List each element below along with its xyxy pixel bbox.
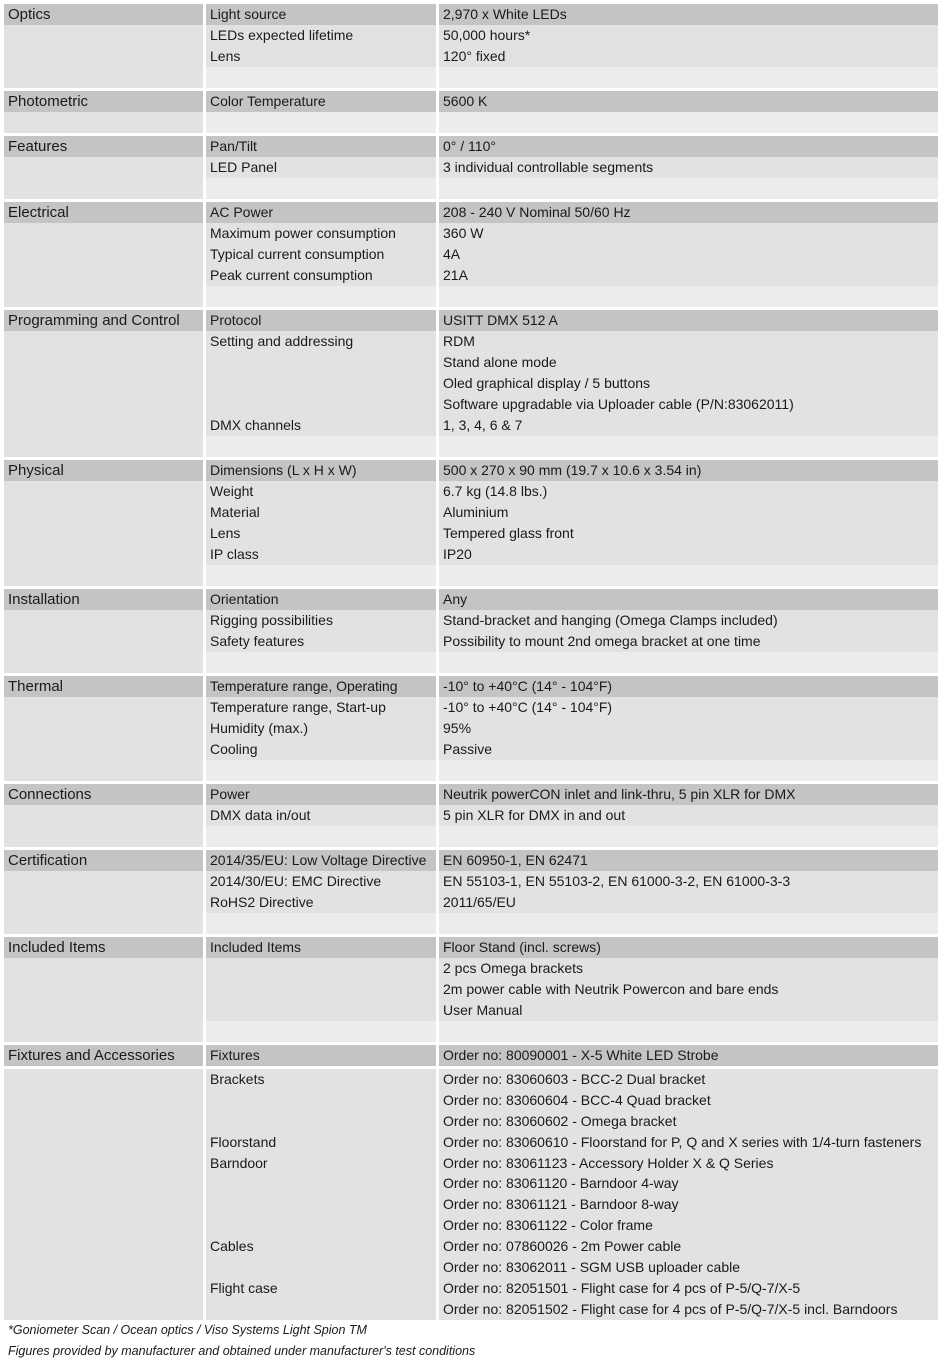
spec-value: Order no: 07860026 - 2m Power cable bbox=[439, 1236, 938, 1257]
spec-label: Fixtures bbox=[206, 1045, 436, 1066]
section-title: Thermal bbox=[4, 676, 203, 697]
spec-section bbox=[4, 136, 938, 199]
spec-label: Cooling bbox=[206, 739, 436, 760]
section-title-fill bbox=[4, 1069, 203, 1320]
spec-value: 208 - 240 V Nominal 50/60 Hz bbox=[439, 202, 938, 223]
spec-label: Brackets bbox=[206, 1069, 436, 1090]
row-gap bbox=[439, 826, 938, 847]
spec-label: Weight bbox=[206, 481, 436, 502]
spec-label-column bbox=[206, 202, 436, 307]
spec-value-column bbox=[439, 937, 938, 1042]
spec-section bbox=[4, 4, 938, 88]
spec-section bbox=[4, 937, 938, 1042]
spec-label: Protocol bbox=[206, 310, 436, 331]
spec-label: Flight case bbox=[206, 1278, 436, 1299]
spec-value: Order no: 83060604 - BCC-4 Quad bracket bbox=[439, 1090, 938, 1111]
section-title: Photometric bbox=[4, 91, 203, 112]
spec-label bbox=[206, 979, 436, 1000]
row-gap bbox=[206, 112, 436, 133]
section-name-column bbox=[4, 310, 203, 457]
spec-value: 360 W bbox=[439, 223, 938, 244]
section-title-fill bbox=[4, 610, 203, 673]
spec-label bbox=[206, 1215, 436, 1236]
section-title: Programming and Control bbox=[4, 310, 203, 331]
row-gap bbox=[206, 565, 436, 586]
spec-label bbox=[206, 1194, 436, 1215]
spec-value: 2m power cable with Neutrik Powercon and bare ends bbox=[439, 979, 938, 1000]
spec-value: 2,970 x White LEDs bbox=[439, 4, 938, 25]
spec-value: Software upgradable via Uploader cable (P/N:83062011) bbox=[439, 394, 938, 415]
spec-value-column bbox=[439, 310, 938, 457]
spec-label: Typical current consumption bbox=[206, 244, 436, 265]
section-name-column bbox=[4, 589, 203, 673]
row-gap bbox=[439, 112, 938, 133]
section-title: Certification bbox=[4, 850, 203, 871]
section-title-fill bbox=[4, 871, 203, 934]
section-title: Physical bbox=[4, 460, 203, 481]
spec-section bbox=[4, 784, 938, 847]
spec-value: Neutrik powerCON inlet and link-thru, 5 pin XLR for DMX bbox=[439, 784, 938, 805]
section-name-column bbox=[4, 202, 203, 307]
section-name-column bbox=[4, 91, 203, 133]
section-title: Included Items bbox=[4, 937, 203, 958]
spec-section bbox=[4, 91, 938, 133]
spec-value-column bbox=[439, 202, 938, 307]
row-gap bbox=[439, 652, 938, 673]
spec-label: Dimensions (L x H x W) bbox=[206, 460, 436, 481]
spec-label: Power bbox=[206, 784, 436, 805]
section-title: Optics bbox=[4, 4, 203, 25]
spec-value: Order no: 83060603 - BCC-2 Dual bracket bbox=[439, 1069, 938, 1090]
spec-label-column bbox=[206, 310, 436, 457]
section-title-fill bbox=[4, 958, 203, 1042]
spec-value: Order no: 83060602 - Omega bracket bbox=[439, 1111, 938, 1132]
spec-label bbox=[206, 394, 436, 415]
spec-value: Order no: 83061121 - Barndoor 8-way bbox=[439, 1194, 938, 1215]
spec-label: Lens bbox=[206, 523, 436, 544]
spec-value: 3 individual controllable segments bbox=[439, 157, 938, 178]
spec-value: Stand alone mode bbox=[439, 352, 938, 373]
section-title-fill bbox=[4, 481, 203, 586]
section-title-fill bbox=[4, 157, 203, 199]
spec-label-column bbox=[206, 589, 436, 673]
footnote: *Goniometer Scan / Ocean optics / Viso Systems Light Spion TM bbox=[8, 1323, 367, 1337]
spec-value: Order no: 80090001 - X-5 White LED Strobe bbox=[439, 1045, 938, 1066]
row-gap bbox=[439, 913, 938, 934]
spec-value-column bbox=[439, 1045, 938, 1320]
spec-label bbox=[206, 1257, 436, 1278]
spec-value: Floor Stand (incl. screws) bbox=[439, 937, 938, 958]
spec-label: Maximum power consumption bbox=[206, 223, 436, 244]
spec-label: Temperature range, Start-up bbox=[206, 697, 436, 718]
spec-value-column bbox=[439, 136, 938, 199]
spec-label: Safety features bbox=[206, 631, 436, 652]
spec-value: -10° to +40°C (14° - 104°F) bbox=[439, 676, 938, 697]
spec-label: Material bbox=[206, 502, 436, 523]
spec-label: Humidity (max.) bbox=[206, 718, 436, 739]
section-title-fill bbox=[4, 805, 203, 847]
row-gap bbox=[439, 436, 938, 457]
spec-value: 0° / 110° bbox=[439, 136, 938, 157]
accessories-section bbox=[4, 1045, 938, 1320]
spec-value-column bbox=[439, 460, 938, 586]
spec-label bbox=[206, 1299, 436, 1320]
spec-label: Setting and addressing bbox=[206, 331, 436, 352]
spec-section bbox=[4, 202, 938, 307]
spec-label: LED Panel bbox=[206, 157, 436, 178]
section-name-column bbox=[4, 784, 203, 847]
section-name-column bbox=[4, 676, 203, 781]
spec-value: Possibility to mount 2nd omega bracket at one time bbox=[439, 631, 938, 652]
spec-value-column bbox=[439, 589, 938, 673]
spec-value: Order no: 83061120 - Barndoor 4-way bbox=[439, 1173, 938, 1194]
spec-value-column bbox=[439, 4, 938, 88]
row-gap bbox=[206, 760, 436, 781]
spec-value: 21A bbox=[439, 265, 938, 286]
spec-label: Light source bbox=[206, 4, 436, 25]
spec-value: USITT DMX 512 A bbox=[439, 310, 938, 331]
spec-label: DMX channels bbox=[206, 415, 436, 436]
row-gap bbox=[439, 67, 938, 88]
spec-label-column bbox=[206, 850, 436, 934]
footnote: Figures provided by manufacturer and obtained under manufacturer's test conditions bbox=[8, 1344, 476, 1358]
spec-label: Lens bbox=[206, 46, 436, 67]
section-name-column bbox=[4, 850, 203, 934]
spec-label: Peak current consumption bbox=[206, 265, 436, 286]
section-title-fill bbox=[4, 25, 203, 88]
spec-label: Barndoor bbox=[206, 1153, 436, 1174]
section-name-column bbox=[4, 1045, 203, 1320]
spec-value: 1, 3, 4, 6 & 7 bbox=[439, 415, 938, 436]
row-gap bbox=[206, 826, 436, 847]
spec-value: Order no: 83060610 - Floorstand for P, Q and X series with 1/4-turn fasteners bbox=[439, 1132, 938, 1153]
spec-section bbox=[4, 310, 938, 457]
section-name-column bbox=[4, 4, 203, 88]
spec-value: Order no: 82051501 - Flight case for 4 pcs of P-5/Q-7/X-5 bbox=[439, 1278, 938, 1299]
spec-label: Orientation bbox=[206, 589, 436, 610]
spec-value: 95% bbox=[439, 718, 938, 739]
spec-value: 120° fixed bbox=[439, 46, 938, 67]
row-gap bbox=[439, 286, 938, 307]
row-gap bbox=[206, 1021, 436, 1042]
spec-value-column bbox=[439, 784, 938, 847]
spec-label bbox=[206, 1173, 436, 1194]
section-name-column bbox=[4, 937, 203, 1042]
spec-section bbox=[4, 589, 938, 673]
row-gap bbox=[439, 178, 938, 199]
spec-value: Order no: 83061123 - Accessory Holder X & Q Series bbox=[439, 1153, 938, 1174]
row-gap bbox=[206, 178, 436, 199]
section-title-fill bbox=[4, 223, 203, 307]
spec-value: 4A bbox=[439, 244, 938, 265]
spec-label: Floorstand bbox=[206, 1132, 436, 1153]
row-gap bbox=[206, 913, 436, 934]
spec-label bbox=[206, 958, 436, 979]
section-title: Fixtures and Accessories bbox=[4, 1045, 203, 1066]
spec-label: Temperature range, Operating bbox=[206, 676, 436, 697]
spec-value: EN 60950-1, EN 62471 bbox=[439, 850, 938, 871]
section-title-fill bbox=[4, 112, 203, 133]
row-gap bbox=[439, 1021, 938, 1042]
spec-label: Rigging possibilities bbox=[206, 610, 436, 631]
row-gap bbox=[206, 652, 436, 673]
spec-label-column bbox=[206, 784, 436, 847]
row-gap bbox=[439, 760, 938, 781]
spec-label: LEDs expected lifetime bbox=[206, 25, 436, 46]
section-title-fill bbox=[4, 697, 203, 781]
spec-label: RoHS2 Directive bbox=[206, 892, 436, 913]
spec-label: DMX data in/out bbox=[206, 805, 436, 826]
spec-section bbox=[4, 460, 938, 586]
spec-value: 2 pcs Omega brackets bbox=[439, 958, 938, 979]
row-gap bbox=[206, 436, 436, 457]
spec-label-column bbox=[206, 4, 436, 88]
spec-label-column bbox=[206, 676, 436, 781]
spec-value: 6.7 kg (14.8 lbs.) bbox=[439, 481, 938, 502]
spec-value: Order no: 83062011 - SGM USB uploader cable bbox=[439, 1257, 938, 1278]
section-title: Features bbox=[4, 136, 203, 157]
spec-label bbox=[206, 1111, 436, 1132]
spec-value: 2011/65/EU bbox=[439, 892, 938, 913]
spec-value: 500 x 270 x 90 mm (19.7 x 10.6 x 3.54 in) bbox=[439, 460, 938, 481]
section-title-fill bbox=[4, 331, 203, 457]
spec-label: IP class bbox=[206, 544, 436, 565]
row-gap bbox=[206, 286, 436, 307]
spec-label: Cables bbox=[206, 1236, 436, 1257]
spec-value: Order no: 82051502 - Flight case for 4 pcs of P-5/Q-7/X-5 incl. Barndoors bbox=[439, 1299, 938, 1320]
spec-value: Oled graphical display / 5 buttons bbox=[439, 373, 938, 394]
spec-value: 50,000 hours* bbox=[439, 25, 938, 46]
spec-label-column bbox=[206, 937, 436, 1042]
spec-value: Aluminium bbox=[439, 502, 938, 523]
spec-value: Any bbox=[439, 589, 938, 610]
spec-value: 5600 K bbox=[439, 91, 938, 112]
spec-label-column bbox=[206, 136, 436, 199]
row-gap bbox=[439, 565, 938, 586]
section-title: Installation bbox=[4, 589, 203, 610]
spec-section bbox=[4, 850, 938, 934]
spec-label: 2014/30/EU: EMC Directive bbox=[206, 871, 436, 892]
spec-value: User Manual bbox=[439, 1000, 938, 1021]
spec-label bbox=[206, 1090, 436, 1111]
spec-label: 2014/35/EU: Low Voltage Directive bbox=[206, 850, 436, 871]
spec-value-column bbox=[439, 850, 938, 934]
spec-label: Color Temperature bbox=[206, 91, 436, 112]
spec-value: EN 55103-1, EN 55103-2, EN 61000-3-2, EN 61000-3-3 bbox=[439, 871, 938, 892]
spec-value: Tempered glass front bbox=[439, 523, 938, 544]
spec-value: 5 pin XLR for DMX in and out bbox=[439, 805, 938, 826]
spec-value-column bbox=[439, 676, 938, 781]
spec-value-column bbox=[439, 91, 938, 133]
spec-value: Stand-bracket and hanging (Omega Clamps included) bbox=[439, 610, 938, 631]
spec-label: Included Items bbox=[206, 937, 436, 958]
section-name-column bbox=[4, 460, 203, 586]
spec-label-column bbox=[206, 460, 436, 586]
spec-label: AC Power bbox=[206, 202, 436, 223]
spec-label: Pan/Tilt bbox=[206, 136, 436, 157]
spec-label bbox=[206, 1000, 436, 1021]
section-name-column bbox=[4, 136, 203, 199]
spec-label-column bbox=[206, 1045, 436, 1320]
spec-value: RDM bbox=[439, 331, 938, 352]
spec-value: IP20 bbox=[439, 544, 938, 565]
spec-label bbox=[206, 352, 436, 373]
spec-value: Passive bbox=[439, 739, 938, 760]
row-gap bbox=[206, 67, 436, 88]
spec-label-column bbox=[206, 91, 436, 133]
spec-value: Order no: 83061122 - Color frame bbox=[439, 1215, 938, 1236]
spec-value: -10° to +40°C (14° - 104°F) bbox=[439, 697, 938, 718]
section-title: Electrical bbox=[4, 202, 203, 223]
spec-section bbox=[4, 676, 938, 781]
spec-label bbox=[206, 373, 436, 394]
section-title: Connections bbox=[4, 784, 203, 805]
